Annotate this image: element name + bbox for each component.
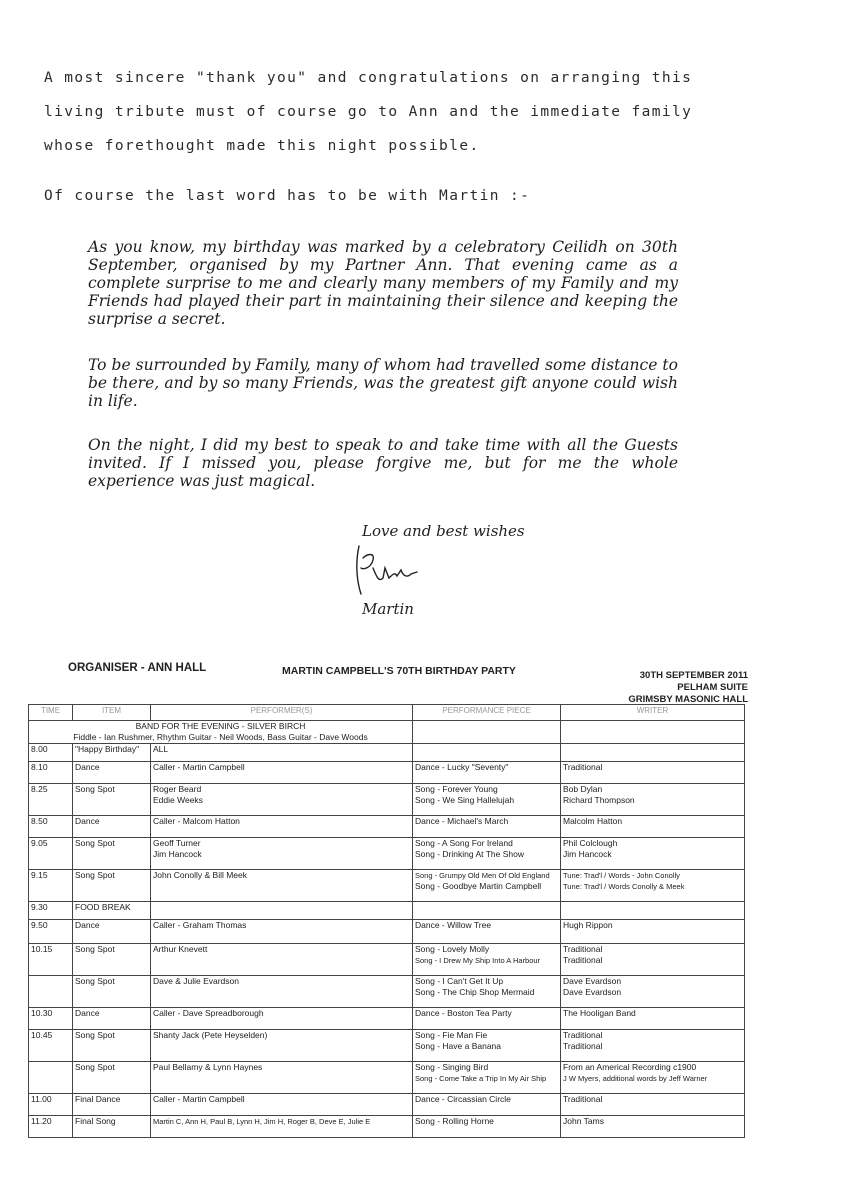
time-line-1: 11.20: [31, 1116, 52, 1126]
performer-line-1: Caller - Martin Campbell: [153, 1094, 245, 1104]
piece-line-2: Song - I Drew My Ship Into A Harbour: [415, 956, 541, 965]
intro-line-1: A most sincere "thank you" and congratulations on arranging this: [44, 70, 693, 86]
writer-cell: [561, 784, 745, 816]
performer-cell: [151, 762, 413, 784]
programme-venue-2: GRIMSBY MASONIC HALL: [628, 694, 748, 705]
time-cell: [29, 902, 73, 920]
performer-line-1: Geoff Turner: [153, 838, 201, 848]
item-line-1: Dance: [75, 816, 100, 826]
performer-cell: [151, 744, 413, 762]
writer-cell: [561, 744, 745, 762]
time-cell: [29, 1062, 73, 1094]
piece-cell: [413, 744, 561, 762]
signature: [345, 538, 425, 600]
letter-paragraph-3: On the night, I did my best to speak to and take time with all the Guests invited. If I missed you, please forgive me, but for me the whole experience was just magical.: [88, 436, 678, 490]
piece-cell: [413, 1116, 561, 1138]
writer-line-1: Traditional: [563, 1094, 603, 1104]
piece-line-1: Song - Grumpy Old Men Of Old England: [415, 871, 550, 880]
piece-cell: [413, 1062, 561, 1094]
item-cell: [73, 870, 151, 902]
writer-line-1: Tune: Trad'l / Words - John Conolly: [563, 871, 680, 880]
piece-line-1: Song - Forever Young: [415, 784, 498, 794]
table-row: [29, 784, 745, 816]
col-performers: PERFORMER(S): [151, 705, 413, 721]
piece-line-1: Dance - Circassian Circle: [415, 1094, 511, 1104]
item-cell: [73, 944, 151, 976]
table-row: [29, 1116, 745, 1138]
table-row: [29, 816, 745, 838]
item-cell: [73, 1116, 151, 1138]
performer-cell: [151, 944, 413, 976]
table-row: [29, 744, 745, 762]
performer-line-1: Paul Bellamy & Lynn Haynes: [153, 1062, 263, 1072]
writer-cell: [561, 1116, 745, 1138]
performer-cell: [151, 976, 413, 1008]
time-line-1: 9.05: [31, 838, 48, 848]
time-cell: [29, 944, 73, 976]
performer-line-2: Jim Hancock: [153, 849, 202, 859]
writer-line-2: Dave Evardson: [563, 987, 622, 997]
performer-cell: [151, 1030, 413, 1062]
col-item: ITEM: [73, 705, 151, 721]
writer-cell: [561, 902, 745, 920]
table-row: [29, 1062, 745, 1094]
col-piece: PERFORMANCE PIECE: [413, 705, 561, 721]
time-cell: [29, 920, 73, 944]
item-cell: [73, 1094, 151, 1116]
item-line-1: Dance: [75, 1008, 100, 1018]
performer-line-1: Caller - Dave Spreadborough: [153, 1008, 264, 1018]
performer-cell: [151, 1094, 413, 1116]
writer-line-1: John Tams: [563, 1116, 604, 1126]
item-cell: [73, 902, 151, 920]
writer-cell: [561, 1094, 745, 1116]
item-cell: [73, 762, 151, 784]
writer-cell: [561, 920, 745, 944]
item-cell: [73, 1062, 151, 1094]
performer-line-1: Caller - Malcom Hatton: [153, 816, 240, 826]
time-cell: [29, 976, 73, 1008]
intro-line-3: whose forethought made this night possible.: [44, 138, 480, 154]
writer-line-1: Traditional: [563, 944, 603, 954]
writer-cell: [561, 1008, 745, 1030]
item-line-1: Song Spot: [75, 1030, 115, 1040]
piece-line-2: Song - Goodbye Martin Campbell: [415, 881, 542, 891]
time-line-1: 10.30: [31, 1008, 53, 1018]
item-cell: [73, 784, 151, 816]
programme-title: MARTIN CAMPBELL'S 70TH BIRTHDAY PARTY: [282, 665, 516, 677]
time-cell: [29, 816, 73, 838]
time-cell: [29, 784, 73, 816]
writer-cell: [561, 838, 745, 870]
table-row: [29, 944, 745, 976]
writer-line-1: Malcolm Hatton: [563, 816, 623, 826]
item-line-1: "Happy Birthday": [75, 744, 140, 754]
writer-line-1: Traditional: [563, 1030, 603, 1040]
writer-cell: [561, 762, 745, 784]
intro-line-2: living tribute must of course go to Ann and the immediate family: [44, 104, 693, 120]
performer-line-1: Roger Beard: [153, 784, 202, 794]
col-writer: WRITER: [561, 705, 745, 721]
table-row: [29, 976, 745, 1008]
item-line-1: Dance: [75, 920, 100, 930]
piece-line-1: Song - Singing Bird: [415, 1062, 489, 1072]
performer-cell: [151, 838, 413, 870]
piece-line-2: Song - We Sing Hallelujah: [415, 795, 515, 805]
item-cell: [73, 816, 151, 838]
piece-cell: [413, 976, 561, 1008]
item-cell: [73, 838, 151, 870]
piece-line-1: Song - Fie Man Fie: [415, 1030, 488, 1040]
writer-line-2: Traditional: [563, 955, 603, 965]
band-piece-cell: [413, 721, 561, 744]
table-row: [29, 1094, 745, 1116]
time-line-1: 9.50: [31, 920, 48, 930]
time-line-1: 8.00: [31, 744, 48, 754]
item-line-1: Final Song: [75, 1116, 116, 1126]
col-time: TIME: [29, 705, 73, 721]
performer-line-1: Shanty Jack (Pete Heyselden): [153, 1030, 268, 1040]
piece-cell: [413, 838, 561, 870]
writer-line-1: The Hooligan Band: [563, 1008, 636, 1018]
writer-line-2: Tune: Trad'l / Words Conolly & Meek: [563, 882, 685, 891]
item-cell: [73, 976, 151, 1008]
item-line-1: Song Spot: [75, 870, 115, 880]
performer-cell: [151, 870, 413, 902]
time-line-1: 11.00: [31, 1094, 52, 1104]
piece-line-1: Dance - Willow Tree: [415, 920, 492, 930]
writer-cell: [561, 816, 745, 838]
writer-cell: [561, 1062, 745, 1094]
item-cell: [73, 1030, 151, 1062]
writer-line-2: J W Myers, additional words by Jeff Warner: [563, 1074, 708, 1083]
time-cell: [29, 744, 73, 762]
piece-cell: [413, 1030, 561, 1062]
table-row: [29, 902, 745, 920]
performer-cell: [151, 902, 413, 920]
writer-cell: [561, 944, 745, 976]
performer-line-1: ALL: [153, 744, 169, 754]
table-row: [29, 838, 745, 870]
performer-cell: [151, 920, 413, 944]
letter-closing: Love and best wishes: [362, 522, 525, 540]
piece-line-1: Song - Rolling Horne: [415, 1116, 494, 1126]
writer-line-1: Bob Dylan: [563, 784, 603, 794]
time-cell: [29, 870, 73, 902]
item-line-1: Song Spot: [75, 784, 115, 794]
piece-cell: [413, 944, 561, 976]
performer-line-1: John Conolly & Bill Meek: [153, 870, 248, 880]
programme-date-venue: [628, 670, 748, 706]
programme-table: [28, 704, 744, 1138]
performer-line-2: Eddie Weeks: [153, 795, 203, 805]
piece-line-2: Song - Have a Banana: [415, 1041, 502, 1051]
time-line-1: 8.25: [31, 784, 48, 794]
time-line-1: 8.10: [31, 762, 48, 772]
item-cell: [73, 744, 151, 762]
intro-line-4: Of course the last word has to be with Martin :-: [44, 188, 531, 204]
writer-cell: [561, 976, 745, 1008]
piece-cell: [413, 784, 561, 816]
table-row: [29, 1030, 745, 1062]
performer-line-1: Caller - Martin Campbell: [153, 762, 245, 772]
time-cell: [29, 1008, 73, 1030]
writer-line-1: Phil Colclough: [563, 838, 618, 848]
performer-cell: [151, 816, 413, 838]
writer-line-1: Hugh Rippon: [563, 920, 613, 930]
table-row: [29, 870, 745, 902]
piece-line-1: Dance - Boston Tea Party: [415, 1008, 512, 1018]
band-title: BAND FOR THE EVENING - SILVER BIRCH: [135, 721, 306, 731]
item-line-1: Song Spot: [75, 944, 115, 954]
table-header-row: [29, 705, 745, 721]
item-cell: [73, 1008, 151, 1030]
performer-cell: [151, 1116, 413, 1138]
piece-line-2: Song - The Chip Shop Mermaid: [415, 987, 535, 997]
performer-cell: [151, 1008, 413, 1030]
writer-line-2: Richard Thompson: [563, 795, 635, 805]
item-line-1: Final Dance: [75, 1094, 121, 1104]
item-line-1: Song Spot: [75, 1062, 115, 1072]
performer-line-1: Caller - Graham Thomas: [153, 920, 247, 930]
piece-line-2: Song - Drinking At The Show: [415, 849, 524, 859]
band-writer-cell: [561, 721, 745, 744]
piece-line-1: Song - Lovely Molly: [415, 944, 490, 954]
performer-line-1: Arthur Knevett: [153, 944, 208, 954]
performer-cell: [151, 784, 413, 816]
performer-cell: [151, 1062, 413, 1094]
time-line-1: 9.30: [31, 902, 48, 912]
item-line-1: Song Spot: [75, 976, 115, 986]
item-line-1: Dance: [75, 762, 100, 772]
piece-cell: [413, 816, 561, 838]
programme-date: 30TH SEPTEMBER 2011: [639, 670, 748, 681]
writer-line-1: From an Americal Recording c1900: [563, 1062, 697, 1072]
performer-line-1: Martin C, Ann H, Paul B, Lynn H, Jim H, Roger B, Deve E, Julie E: [153, 1117, 371, 1126]
piece-cell: [413, 762, 561, 784]
band-row: [29, 721, 745, 744]
time-cell: [29, 838, 73, 870]
piece-cell: [413, 870, 561, 902]
letter-paragraph-2: To be surrounded by Family, many of whom had travelled some distance to be there, and by so many Friends, was the greatest gift anyone could wish in life.: [88, 356, 678, 410]
piece-line-1: Dance - Michael's March: [415, 816, 509, 826]
piece-line-2: Song - Come Take a Trip In My Air Ship: [415, 1074, 547, 1083]
table-row: [29, 920, 745, 944]
piece-cell: [413, 1094, 561, 1116]
piece-line-1: Dance - Lucky "Seventy": [415, 762, 509, 772]
piece-line-1: Song - A Song For Ireland: [415, 838, 513, 848]
time-line-1: 8.50: [31, 816, 48, 826]
time-cell: [29, 1030, 73, 1062]
writer-line-1: Dave Evardson: [563, 976, 622, 986]
time-line-1: 10.45: [31, 1030, 53, 1040]
piece-cell: [413, 1008, 561, 1030]
writer-cell: [561, 870, 745, 902]
time-cell: [29, 762, 73, 784]
organiser: ORGANISER - ANN HALL: [68, 662, 207, 674]
table-row: [29, 1008, 745, 1030]
time-cell: [29, 1116, 73, 1138]
item-cell: [73, 920, 151, 944]
piece-cell: [413, 902, 561, 920]
time-line-1: 9.15: [31, 870, 48, 880]
performer-line-1: Dave & Julie Evardson: [153, 976, 239, 986]
time-line-1: 10.15: [31, 944, 53, 954]
letter-paragraph-1: As you know, my birthday was marked by a celebratory Ceilidh on 30th September, organised by my Partner Ann. That evening came as a complete surprise to me and clearly many members of my Family and my Friends had played their part in maintaining their silence and keeping the surprise a secret.: [88, 238, 678, 328]
band-cell: [29, 721, 413, 744]
table-row: [29, 762, 745, 784]
programme-venue-1: PELHAM SUITE: [677, 682, 748, 693]
item-line-1: Song Spot: [75, 838, 115, 848]
item-line-1: FOOD BREAK: [75, 902, 131, 912]
piece-line-1: Song - I Can't Get It Up: [415, 976, 504, 986]
writer-line-2: Jim Hancock: [563, 849, 612, 859]
writer-cell: [561, 1030, 745, 1062]
time-cell: [29, 1094, 73, 1116]
writer-line-2: Traditional: [563, 1041, 603, 1051]
writer-line-1: Traditional: [563, 762, 603, 772]
piece-cell: [413, 920, 561, 944]
signature-name: Martin: [362, 600, 414, 618]
band-members: Fiddle - Ian Rushmer, Rhythm Guitar - Neil Woods, Bass Guitar - Dave Woods: [73, 732, 368, 742]
